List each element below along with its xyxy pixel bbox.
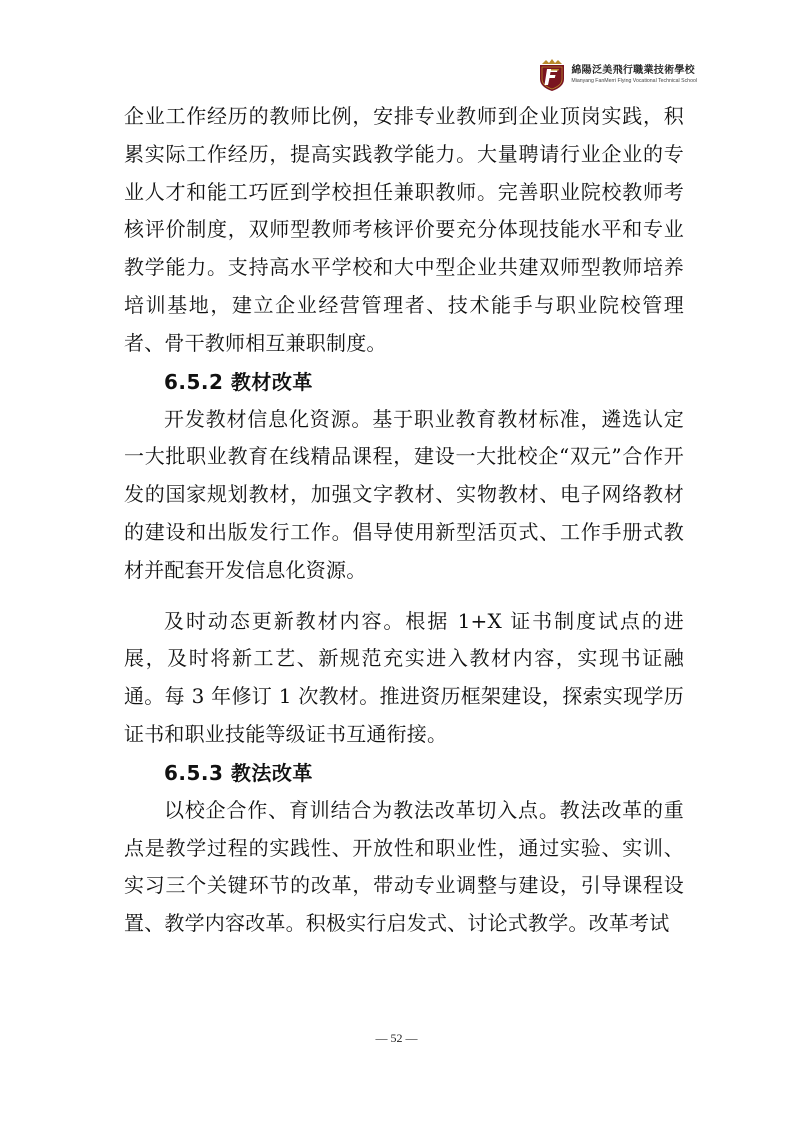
school-name-block [571, 66, 697, 84]
paragraph-teaching-method-reform: 以校企合作、育训结合为教法改革切入点。教法改革的重点是教学过程的实践性、开放性和职业性，通过实验、实训、实习三个关键环节的改革，带动专业调整与建设，引导课程设置、教学内容改革。积极实行启发式、讨论式教学。改革考试 [124, 797, 684, 936]
section-heading-6-5-3: 6.5.3 教法改革 [164, 760, 313, 785]
section-heading-6-5-2: 6.5.2 教材改革 [164, 369, 313, 394]
paragraph-teacher-training: 企业工作经历的教师比例，安排专业教师到企业顶岗实践，积累实际工作经历，提高实践教学能力。大量聘请行业企业的专业人才和能工巧匠到学校担任兼职教师。完善职业院校教师考核评价制度，双师型教师考核评价要充分体现技能水平和专业教学能力。支持高水平学校和大中型企业共建双师型教师培养培训基地，建立企业经营管理者、技术能手与职业院校管理者、骨干教师相互兼职制度。 [124, 104, 684, 355]
school-crest-icon [537, 58, 567, 92]
paragraph-textbook-updates: 及时动态更新教材内容。根据 1+X 证书制度试点的进展，及时将新工艺、新规范充实进入教材内容，实现书证融通。每 3 年修订 1 次教材。推进资历框架建设，探索实现学历证书和职业技能等级证书互通衔接。 [124, 608, 684, 746]
school-name-cn: 綿陽泛美飛行職業技術學校 [571, 64, 695, 76]
school-name-en: Mianyang FanMerri Flying Vocational Technical School [571, 77, 697, 84]
paragraph-textbook-resources: 开发教材信息化资源。基于职业教育教材标准，遴选认定一大批职业教育在线精品课程，建设一大批校企“双元”合作开发的国家规划教材，加强文字教材、实物教材、电子网络教材的建设和出版发行工作。倡导使用新型活页式、工作手册式教材并配套开发信息化资源。 [124, 406, 684, 582]
document-body [124, 98, 684, 943]
page-header [537, 58, 697, 92]
page-number: — 52 — [375, 1031, 418, 1045]
